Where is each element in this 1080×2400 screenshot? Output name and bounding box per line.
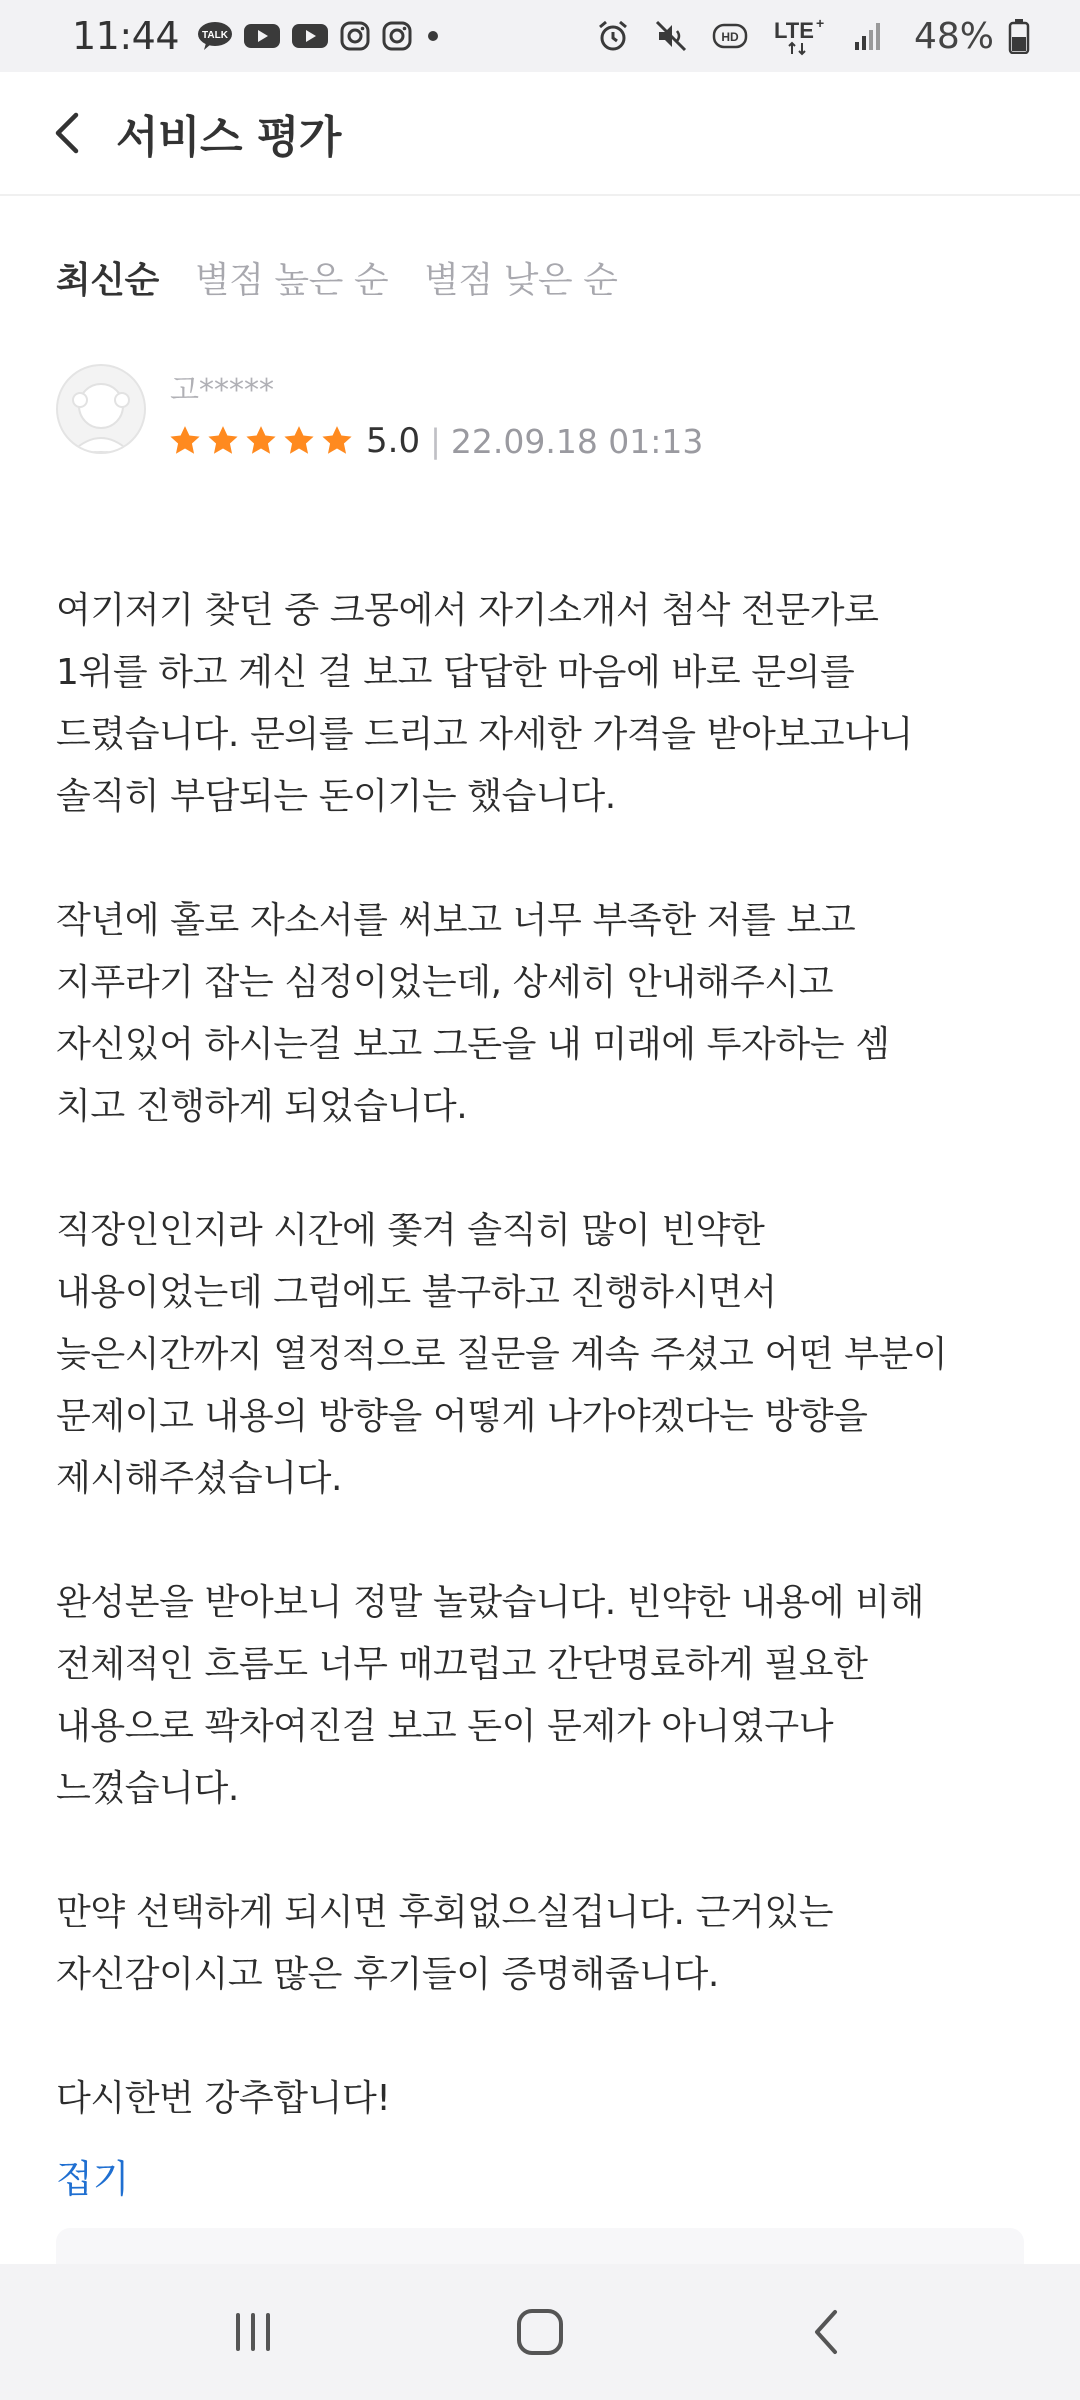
sort-tabs [56, 252, 617, 303]
review-line: 작년에 홀로 자소서를 써보고 너무 부족한 저를 보고 [56, 900, 856, 941]
youtube-icon [243, 22, 281, 50]
review-body [56, 580, 1036, 2130]
review-paragraph [56, 2068, 1036, 2130]
review-line: 자신감이시고 많은 후기들이 증명해줍니다. [56, 1954, 719, 1995]
default-avatar-icon [58, 366, 144, 452]
mute-icon [654, 19, 688, 53]
sort-tab-rating-high[interactable]: 별점 높은 순 [194, 260, 389, 301]
review-line: 자신있어 하시는걸 보고 그돈을 내 미래에 투자하는 셈 [56, 1024, 890, 1065]
meta-separator: | [430, 422, 441, 460]
svg-text:+: + [815, 16, 825, 31]
review-line: 여기저기 찾던 중 크몽에서 자기소개서 첨삭 전문가로 [56, 590, 879, 631]
star-icon [320, 424, 354, 458]
dot-icon [423, 26, 443, 46]
battery-icon [1008, 18, 1030, 54]
star-icon [168, 424, 202, 458]
youtube-icon [291, 22, 329, 50]
back-button[interactable] [38, 103, 98, 163]
collapse-link[interactable]: 접기 [56, 2157, 130, 2201]
star-rating [168, 424, 354, 458]
review-line: 솔직히 부담되는 돈이기는 했습니다. [56, 776, 616, 817]
review-line: 느꼈습니다. [56, 1768, 239, 1809]
review-line: 내용이었는데 그럼에도 불구하고 진행하시면서 [56, 1272, 777, 1313]
alarm-icon [596, 19, 630, 53]
instagram-icon [381, 20, 413, 52]
review-date: 22.09.18 01:13 [450, 421, 704, 461]
review-line: 직장인인지라 시간에 쫓겨 솔직히 많이 빈약한 [56, 1210, 765, 1251]
system-back-button[interactable] [777, 2282, 877, 2382]
talk-icon [197, 21, 233, 51]
home-button[interactable] [490, 2282, 590, 2382]
review-line: 늦은시간까지 열정적으로 질문을 계속 주셨고 어떤 부분이 [56, 1334, 948, 1375]
review-line: 1위를 하고 계신 걸 보고 답답한 마음에 바로 문의를 [56, 652, 855, 693]
review-line: 다시한번 강추합니다! [56, 2078, 391, 2119]
status-time: 11:44 [72, 14, 180, 58]
review-line: 제시해주셨습니다. [56, 1458, 343, 1499]
chevron-left-icon [48, 109, 88, 157]
review-paragraph [56, 1882, 1036, 2006]
app-header [0, 72, 1080, 196]
reviewer-name: 고***** [170, 373, 274, 408]
avatar [56, 364, 146, 454]
review-line: 문제이고 내용의 방향을 어떻게 나가야겠다는 방향을 [56, 1396, 868, 1437]
svg-text:TALK: TALK [202, 30, 228, 41]
review-line: 완성본을 받아보니 정말 놀랐습니다. 빈약한 내용에 비해 [56, 1582, 924, 1623]
review-line: 전체적인 흐름도 너무 매끄럽고 간단명료하게 필요한 [56, 1644, 868, 1685]
status-bar [0, 0, 1080, 72]
review-line: 내용으로 꽉차여진걸 보고 돈이 문제가 아니였구나 [56, 1706, 834, 1747]
svg-text:LTE: LTE [773, 18, 814, 43]
review-line: 만약 선택하게 되시면 후회없으실겁니다. 근거있는 [56, 1892, 834, 1933]
rating-row [168, 416, 703, 466]
review-paragraph [56, 1572, 1036, 1820]
hd-icon [712, 22, 748, 50]
star-icon [282, 424, 316, 458]
battery-percent: 48% [913, 15, 994, 57]
sort-tab-rating-low[interactable]: 별점 낮은 순 [424, 260, 618, 301]
review-line: 치고 진행하게 되었습니다. [56, 1086, 468, 1127]
star-icon [244, 424, 278, 458]
sort-tab-latest[interactable]: 최신순 [56, 260, 159, 301]
home-icon [514, 2306, 566, 2358]
page-title: 서비스 평가 [116, 112, 341, 163]
system-nav-bar [0, 2264, 1080, 2400]
review-line: 지푸라기 잡는 심정이었는데, 상세히 안내해주시고 [56, 962, 834, 1003]
instagram-icon [339, 20, 371, 52]
review-line: 드렸습니다. 문의를 드리고 자세한 가격을 받아보고나니 [56, 714, 913, 755]
lte-icon [772, 16, 828, 56]
back-icon [807, 2306, 847, 2358]
review-paragraph [56, 890, 1036, 1138]
review-paragraph [56, 580, 1036, 828]
signal-icon [852, 20, 884, 52]
star-icon [206, 424, 240, 458]
review-paragraph [56, 1200, 1036, 1510]
svg-text:HD: HD [721, 30, 739, 44]
recent-apps-button[interactable] [203, 2282, 303, 2382]
rating-score: 5.0 [366, 421, 421, 461]
recent-apps-icon [228, 2309, 278, 2355]
